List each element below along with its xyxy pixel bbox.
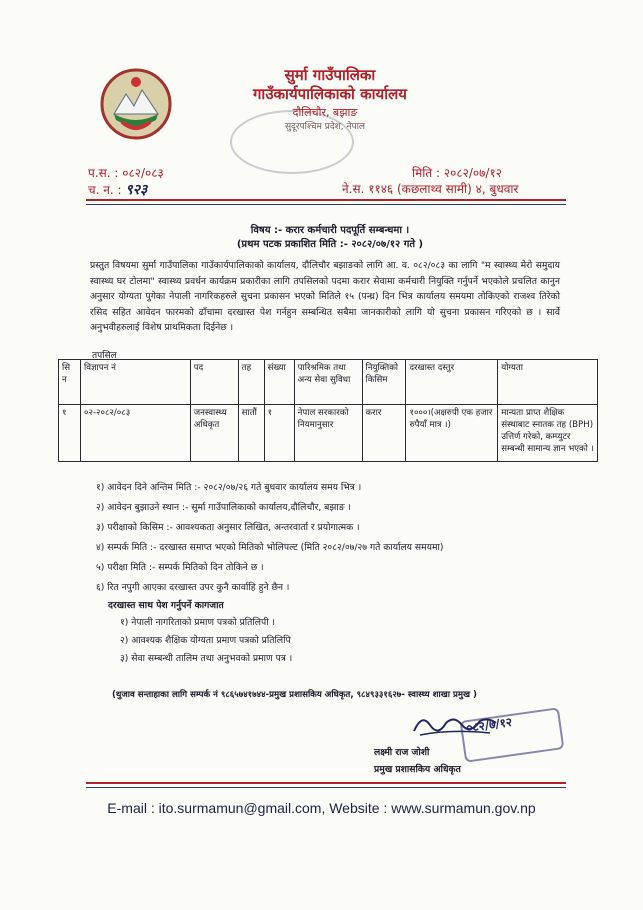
header-cell: योग्यता [498,360,598,405]
footer-divider-secondary [86,787,566,788]
office-stamp-icon [230,110,354,174]
header-cell: दरखास्त दस्तुर [406,360,498,405]
list-item: ६) रित नपुगी आएका दरखास्त उपर कुनै कार्वाहि हुने छैन । [96,582,290,593]
nepal-sambat-date: ने.स. ११४६ (कछलाथ्व सामी) ४, बुधवार [342,182,519,196]
list-item: ३) परीक्षाको किसिम :- आवश्यकता अनुसार लिखित, अन्तरवार्ता र प्रयोगात्मक । [96,522,360,533]
vacancy-table [58,359,598,462]
government-emblem-icon [100,68,172,140]
table-header-row [59,360,598,405]
table-cell: ०२-२०८२/०८३ [80,405,190,462]
table-cell: सातौं [238,405,264,462]
footer-contact: E-mail : ito.surmamun@gmail.com, Website : www.surmamun.gov.np [107,800,536,816]
notice-conditions [96,478,566,668]
letter-number [88,164,164,181]
office-name [220,66,440,104]
subject-line2: (प्रथम पटक प्रकाशित मिति :- २०८२/०७/१२ गते ) [236,239,424,250]
table-cell: जनस्वास्थ्य अधिकृत [190,405,238,462]
documents-list [96,614,566,668]
header-cell: नियुक्तिको किसिम [362,360,406,405]
office-address: दौलिचौर, बझाङ [292,106,358,119]
documents-title: दरखास्त साथ पेश गर्नुपर्ने कागजात [108,600,224,611]
header-divider-secondary [86,204,566,205]
officer-name: लक्ष्मी राज जोशी [374,747,430,758]
header-cell: संख्या [264,360,294,405]
cn-value: ९२३ [125,182,148,198]
header-cell: विज्ञापन नं [80,360,190,405]
ps-value: ०८२/०८३ [122,166,164,180]
body-paragraph: प्रस्तुत विषयमा सुर्मा गाउँपालिका गाउँकार्यपालिकाको कार्यालय, दौलिचौर बझाङको लागि आ. व. ०८२/०८३ का लागि "म स्वास्थ्य मेरो समुदाय स्वास्थ्य घर टोलमा" स्वास्थ्य प्रवर्धन कार्यक्रम प्रकारीका लागि तपसिलको पदमा करार सेवामा कर्मचारी नियुक्ति गर्नुपर्ने भएकोले प्रचलित कानुन अनुसार योग्यता पुगेका नेपाली नागरिकहरुले सुचना प्रकासन भएको मितिले १५ (पन्ध्र) दिन भित्र कार्यालय समयमा तोकिएको राजश्व तिरेको रसिद सहित आवेदन फारमको ढाँचामा दरखास्त पेश गर्नहुन सम्बन्धित सबैमा जानकारीको लागि यो सुचना प्रकासन गरिएको छ । सार्वे अनुभवीहरुलाई विशेष प्राथमिकता दिईनेछ । [90,260,560,333]
header-cell: पारिश्रमिक तथा अन्य सेवा सुविधा [294,360,362,405]
office-name-line2: गाउँकार्यपालिकाको कार्यालय [252,85,407,103]
header-cell: पद [190,360,238,405]
tapsil-label: तपसिल [92,351,117,361]
dispatch-number [88,180,147,199]
footer-divider [86,782,566,784]
officer-title: प्रमुख प्रशासकिय अधिकृत [374,764,461,775]
list-item: ५) परीक्षा मिति :- सम्पर्क मितिको दिन तोकिने छ । [96,562,264,573]
ps-label: प.स. : [88,166,119,180]
table-cell: नेपाल सरकारको नियमानुसार [294,405,362,462]
office-name-line1: सुर्मा गाउँपालिका [284,66,376,84]
date-value: २०८२/०७/१२ [443,166,502,180]
office-province: सुदूरपश्चिम प्रदेश, नेपाल [284,122,366,132]
letter-date [412,164,502,181]
list-item: १) आवेदन दिने अन्तिम मिति :- २०८२/०७/२६ गते बुधवार कार्यालय समय भित्र । [96,482,362,493]
cn-label: च. न. : [88,183,122,197]
table-cell: करार [362,405,406,462]
stamp-date: ०८२/७/१२ [465,714,514,736]
list-item: ३) सेवा सम्बन्धी तालिम तथा अनुभवको प्रमाण पत्र । [120,653,293,664]
table-row [59,405,598,462]
table-cell: १ [59,405,81,462]
contact-numbers: (थुजाव सन्ताहाका लागि सम्पर्क नं ९८६५७४१७४४-प्रमुख प्रशासकिय अधिकृत, ९८४९३३१६२७- स्वास्थ्य शाखा प्रमुख ) [112,690,477,700]
date-label: मिति : [412,166,441,180]
table-cell: १ [264,405,294,462]
subject [120,224,540,252]
list-item: २) आवेदन बुझाउने स्थान :- सुर्मा गाउँपालिकाको कार्यालय,दौलिचौर, बझाङ । [96,502,352,513]
list-item: ४) सम्पर्क मिति :- दरखास्त समाप्त भएको मितिको भोलिपल्ट (मिति २०८२/०७/२७ गते कार्यालय समयमा) [96,542,444,553]
list-item: १) नेपाली नागरिताको प्रमाण पत्रको प्रतिलिपी । [120,617,276,628]
header-cell: सि न [59,360,81,405]
list-item: २) आवश्यक शैक्षिक योग्यता प्रमाण पत्रको प्रतिलिपि [120,635,291,646]
header-cell: तह [238,360,264,405]
subject-line1: विषय :- करार कर्मचारी पदपूर्ति सम्बन्धमा । [250,225,410,236]
table-cell: १०००।(अक्षरुपी एक हजार रुपैयाँ मात्र ।) [406,405,498,462]
header-divider [86,199,566,201]
table-cell: मान्यता प्राप्त शैक्षिक संस्थाबाट स्नातक तह (BPH) उत्तिर्ण गरेको, कम्प्युटर सम्बन्धी सामान्य ज्ञान भएको । [498,405,598,462]
